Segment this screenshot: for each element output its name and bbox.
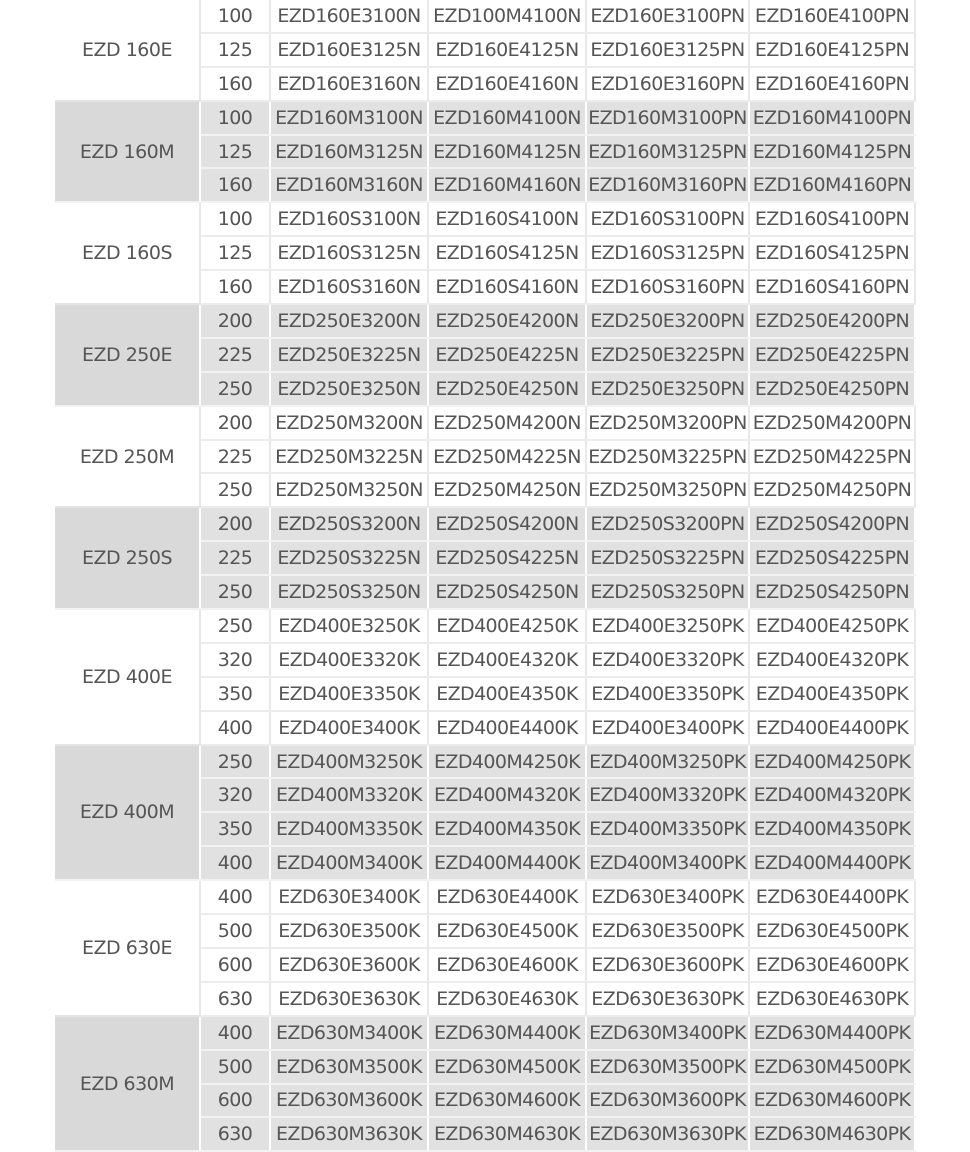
model-4p-p-cell: EZD250E4225PN <box>749 338 915 372</box>
model-3p-p-cell: EZD250S3250PN <box>586 575 749 609</box>
model-4p-p-cell: EZD630M4600PK <box>749 1084 915 1118</box>
table-body <box>55 0 915 1151</box>
model-3p-p-cell: EZD630M3500PK <box>586 1050 749 1084</box>
table-row <box>55 609 915 643</box>
model-4p-cell: EZD400M4250K <box>428 745 586 779</box>
model-4p-p-cell: EZD250S4225PN <box>749 541 915 575</box>
model-4p-cell: EZD400E4400K <box>428 711 586 745</box>
model-4p-cell: EZD630E4400K <box>428 880 586 914</box>
model-3p-cell: EZD160S3125N <box>270 236 428 270</box>
model-3p-cell: EZD160S3100N <box>270 202 428 236</box>
model-4p-cell: EZD250S4225N <box>428 541 586 575</box>
rating-cell: 600 <box>200 948 270 982</box>
model-4p-p-cell: EZD630E4500PK <box>749 914 915 948</box>
model-4p-cell: EZD400E4250K <box>428 609 586 643</box>
rating-cell: 600 <box>200 1084 270 1118</box>
model-3p-p-cell: EZD400E3350PK <box>586 677 749 711</box>
model-3p-p-cell: EZD400E3320PK <box>586 643 749 677</box>
table-row <box>55 0 915 33</box>
rating-cell: 125 <box>200 135 270 169</box>
model-4p-cell: EZD630M4630K <box>428 1117 586 1151</box>
model-3p-cell: EZD400E3400K <box>270 711 428 745</box>
table-row <box>55 101 915 135</box>
model-3p-p-cell: EZD250E3200PN <box>586 304 749 338</box>
model-3p-cell: EZD630E3500K <box>270 914 428 948</box>
rating-cell: 350 <box>200 677 270 711</box>
model-3p-cell: EZD400M3400K <box>270 846 428 880</box>
model-4p-cell: EZD160S4100N <box>428 202 586 236</box>
model-3p-cell: EZD250E3225N <box>270 338 428 372</box>
breaker-model-table <box>55 0 916 1152</box>
model-3p-cell: EZD400E3350K <box>270 677 428 711</box>
model-3p-cell: EZD250S3250N <box>270 575 428 609</box>
model-4p-cell: EZD400M4320K <box>428 778 586 812</box>
rating-cell: 630 <box>200 1117 270 1151</box>
model-4p-cell: EZD250S4200N <box>428 507 586 541</box>
rating-cell: 160 <box>200 168 270 202</box>
model-3p-cell: EZD630E3630K <box>270 982 428 1016</box>
model-4p-p-cell: EZD250E4200PN <box>749 304 915 338</box>
model-4p-p-cell: EZD250E4250PN <box>749 372 915 406</box>
model-3p-p-cell: EZD400M3350PK <box>586 812 749 846</box>
rating-cell: 630 <box>200 982 270 1016</box>
model-3p-cell: EZD630E3400K <box>270 880 428 914</box>
model-3p-cell: EZD160E3160N <box>270 67 428 101</box>
rating-cell: 100 <box>200 101 270 135</box>
model-4p-cell: EZD250M4200N <box>428 406 586 440</box>
rating-cell: 400 <box>200 711 270 745</box>
model-3p-p-cell: EZD400E3400PK <box>586 711 749 745</box>
model-4p-p-cell: EZD160E4160PN <box>749 67 915 101</box>
model-3p-cell: EZD250E3200N <box>270 304 428 338</box>
model-3p-p-cell: EZD160E3160PN <box>586 67 749 101</box>
model-3p-p-cell: EZD250M3250PN <box>586 473 749 507</box>
model-3p-cell: EZD630M3630K <box>270 1117 428 1151</box>
model-4p-p-cell: EZD250M4200PN <box>749 406 915 440</box>
model-3p-p-cell: EZD160E3125PN <box>586 33 749 67</box>
model-3p-p-cell: EZD630E3600PK <box>586 948 749 982</box>
model-4p-cell: EZD160S4125N <box>428 236 586 270</box>
model-4p-cell: EZD160E4125N <box>428 33 586 67</box>
model-4p-cell: EZD630M4600K <box>428 1084 586 1118</box>
model-4p-cell: EZD250E4200N <box>428 304 586 338</box>
model-3p-cell: EZD400M3250K <box>270 745 428 779</box>
model-4p-p-cell: EZD630E4630PK <box>749 982 915 1016</box>
rating-cell: 225 <box>200 338 270 372</box>
rating-cell: 250 <box>200 609 270 643</box>
model-4p-p-cell: EZD160E4100PN <box>749 0 915 33</box>
model-4p-p-cell: EZD630M4400PK <box>749 1016 915 1050</box>
model-3p-p-cell: EZD160E3100PN <box>586 0 749 33</box>
model-3p-p-cell: EZD160M3100PN <box>586 101 749 135</box>
rating-cell: 250 <box>200 372 270 406</box>
table-row <box>55 406 915 440</box>
model-4p-p-cell: EZD160M4160PN <box>749 168 915 202</box>
rating-cell: 160 <box>200 270 270 304</box>
table-row <box>55 745 915 779</box>
model-3p-p-cell: EZD250S3200PN <box>586 507 749 541</box>
table-row <box>55 880 915 914</box>
frame-type-cell: EZD 250M <box>55 406 200 508</box>
model-3p-cell: EZD250M3225N <box>270 440 428 474</box>
rating-cell: 400 <box>200 846 270 880</box>
model-4p-cell: EZD250M4225N <box>428 440 586 474</box>
model-3p-cell: EZD250E3250N <box>270 372 428 406</box>
model-4p-p-cell: EZD400E4350PK <box>749 677 915 711</box>
model-3p-cell: EZD400E3250K <box>270 609 428 643</box>
model-4p-p-cell: EZD400M4320PK <box>749 778 915 812</box>
model-4p-cell: EZD400M4400K <box>428 846 586 880</box>
model-3p-p-cell: EZD630M3600PK <box>586 1084 749 1118</box>
table-row <box>55 304 915 338</box>
model-4p-cell: EZD400E4350K <box>428 677 586 711</box>
model-4p-p-cell: EZD160M4100PN <box>749 101 915 135</box>
rating-cell: 500 <box>200 914 270 948</box>
rating-cell: 250 <box>200 575 270 609</box>
product-table-container <box>55 0 915 1152</box>
model-4p-p-cell: EZD160S4125PN <box>749 236 915 270</box>
model-3p-cell: EZD400E3320K <box>270 643 428 677</box>
model-4p-cell: EZD100M4100N <box>428 0 586 33</box>
model-3p-p-cell: EZD400E3250PK <box>586 609 749 643</box>
model-3p-p-cell: EZD400M3400PK <box>586 846 749 880</box>
model-4p-cell: EZD630M4400K <box>428 1016 586 1050</box>
model-3p-p-cell: EZD160S3125PN <box>586 236 749 270</box>
rating-cell: 125 <box>200 33 270 67</box>
table-row <box>55 202 915 236</box>
model-3p-cell: EZD250M3200N <box>270 406 428 440</box>
model-3p-p-cell: EZD160M3160PN <box>586 168 749 202</box>
rating-cell: 200 <box>200 406 270 440</box>
model-4p-p-cell: EZD250M4250PN <box>749 473 915 507</box>
rating-cell: 400 <box>200 880 270 914</box>
model-4p-p-cell: EZD630E4400PK <box>749 880 915 914</box>
model-4p-p-cell: EZD160M4125PN <box>749 135 915 169</box>
model-3p-p-cell: EZD250S3225PN <box>586 541 749 575</box>
model-4p-cell: EZD250E4225N <box>428 338 586 372</box>
rating-cell: 320 <box>200 643 270 677</box>
model-3p-p-cell: EZD400M3320PK <box>586 778 749 812</box>
model-4p-cell: EZD400M4350K <box>428 812 586 846</box>
rating-cell: 200 <box>200 304 270 338</box>
frame-type-cell: EZD 400E <box>55 609 200 745</box>
rating-cell: 250 <box>200 473 270 507</box>
model-3p-p-cell: EZD630E3400PK <box>586 880 749 914</box>
model-4p-p-cell: EZD400E4250PK <box>749 609 915 643</box>
model-3p-p-cell: EZD630E3630PK <box>586 982 749 1016</box>
model-3p-p-cell: EZD630M3630PK <box>586 1117 749 1151</box>
model-4p-p-cell: EZD630E4600PK <box>749 948 915 982</box>
model-4p-p-cell: EZD400E4400PK <box>749 711 915 745</box>
model-3p-cell: EZD630M3500K <box>270 1050 428 1084</box>
model-3p-cell: EZD160M3160N <box>270 168 428 202</box>
model-4p-cell: EZD160M4100N <box>428 101 586 135</box>
frame-type-cell: EZD 250S <box>55 507 200 609</box>
model-3p-p-cell: EZD250M3200PN <box>586 406 749 440</box>
model-4p-p-cell: EZD400E4320PK <box>749 643 915 677</box>
model-4p-p-cell: EZD400M4250PK <box>749 745 915 779</box>
model-4p-p-cell: EZD160E4125PN <box>749 33 915 67</box>
model-4p-cell: EZD400E4320K <box>428 643 586 677</box>
model-4p-p-cell: EZD400M4400PK <box>749 846 915 880</box>
rating-cell: 100 <box>200 202 270 236</box>
model-3p-p-cell: EZD630M3400PK <box>586 1016 749 1050</box>
model-3p-cell: EZD250M3250N <box>270 473 428 507</box>
model-4p-cell: EZD160E4160N <box>428 67 586 101</box>
rating-cell: 320 <box>200 778 270 812</box>
model-3p-cell: EZD160E3100N <box>270 0 428 33</box>
rating-cell: 225 <box>200 440 270 474</box>
model-4p-p-cell: EZD250S4250PN <box>749 575 915 609</box>
model-3p-cell: EZD250S3200N <box>270 507 428 541</box>
model-3p-p-cell: EZD400M3250PK <box>586 745 749 779</box>
rating-cell: 225 <box>200 541 270 575</box>
model-4p-p-cell: EZD250S4200PN <box>749 507 915 541</box>
model-3p-p-cell: EZD250M3225PN <box>586 440 749 474</box>
frame-type-cell: EZD 630M <box>55 1016 200 1152</box>
model-3p-p-cell: EZD630E3500PK <box>586 914 749 948</box>
rating-cell: 350 <box>200 812 270 846</box>
model-4p-cell: EZD160M4160N <box>428 168 586 202</box>
rating-cell: 160 <box>200 67 270 101</box>
model-4p-cell: EZD630E4600K <box>428 948 586 982</box>
model-3p-cell: EZD630M3600K <box>270 1084 428 1118</box>
model-4p-cell: EZD250M4250N <box>428 473 586 507</box>
rating-cell: 200 <box>200 507 270 541</box>
model-4p-cell: EZD160S4160N <box>428 270 586 304</box>
frame-type-cell: EZD 630E <box>55 880 200 1016</box>
model-4p-p-cell: EZD250M4225PN <box>749 440 915 474</box>
model-3p-p-cell: EZD160S3160PN <box>586 270 749 304</box>
model-3p-cell: EZD250S3225N <box>270 541 428 575</box>
model-4p-p-cell: EZD630M4500PK <box>749 1050 915 1084</box>
model-3p-cell: EZD160M3125N <box>270 135 428 169</box>
model-3p-p-cell: EZD160S3100PN <box>586 202 749 236</box>
frame-type-cell: EZD 400M <box>55 745 200 881</box>
table-row <box>55 507 915 541</box>
model-3p-cell: EZD160S3160N <box>270 270 428 304</box>
model-4p-cell: EZD630E4630K <box>428 982 586 1016</box>
model-3p-p-cell: EZD250E3250PN <box>586 372 749 406</box>
frame-type-cell: EZD 250E <box>55 304 200 406</box>
model-3p-cell: EZD400M3320K <box>270 778 428 812</box>
rating-cell: 500 <box>200 1050 270 1084</box>
model-4p-cell: EZD250E4250N <box>428 372 586 406</box>
rating-cell: 100 <box>200 0 270 33</box>
rating-cell: 125 <box>200 236 270 270</box>
frame-type-cell: EZD 160S <box>55 202 200 304</box>
model-4p-p-cell: EZD160S4160PN <box>749 270 915 304</box>
model-3p-p-cell: EZD250E3225PN <box>586 338 749 372</box>
model-4p-cell: EZD160M4125N <box>428 135 586 169</box>
model-3p-cell: EZD160M3100N <box>270 101 428 135</box>
model-4p-p-cell: EZD630M4630PK <box>749 1117 915 1151</box>
model-4p-cell: EZD630M4500K <box>428 1050 586 1084</box>
model-3p-p-cell: EZD160M3125PN <box>586 135 749 169</box>
model-3p-cell: EZD160E3125N <box>270 33 428 67</box>
model-3p-cell: EZD630E3600K <box>270 948 428 982</box>
table-row <box>55 1016 915 1050</box>
model-4p-cell: EZD630E4500K <box>428 914 586 948</box>
model-3p-cell: EZD400M3350K <box>270 812 428 846</box>
model-3p-cell: EZD630M3400K <box>270 1016 428 1050</box>
model-4p-p-cell: EZD160S4100PN <box>749 202 915 236</box>
rating-cell: 250 <box>200 745 270 779</box>
frame-type-cell: EZD 160E <box>55 0 200 101</box>
model-4p-p-cell: EZD400M4350PK <box>749 812 915 846</box>
frame-type-cell: EZD 160M <box>55 101 200 203</box>
rating-cell: 400 <box>200 1016 270 1050</box>
model-4p-cell: EZD250S4250N <box>428 575 586 609</box>
